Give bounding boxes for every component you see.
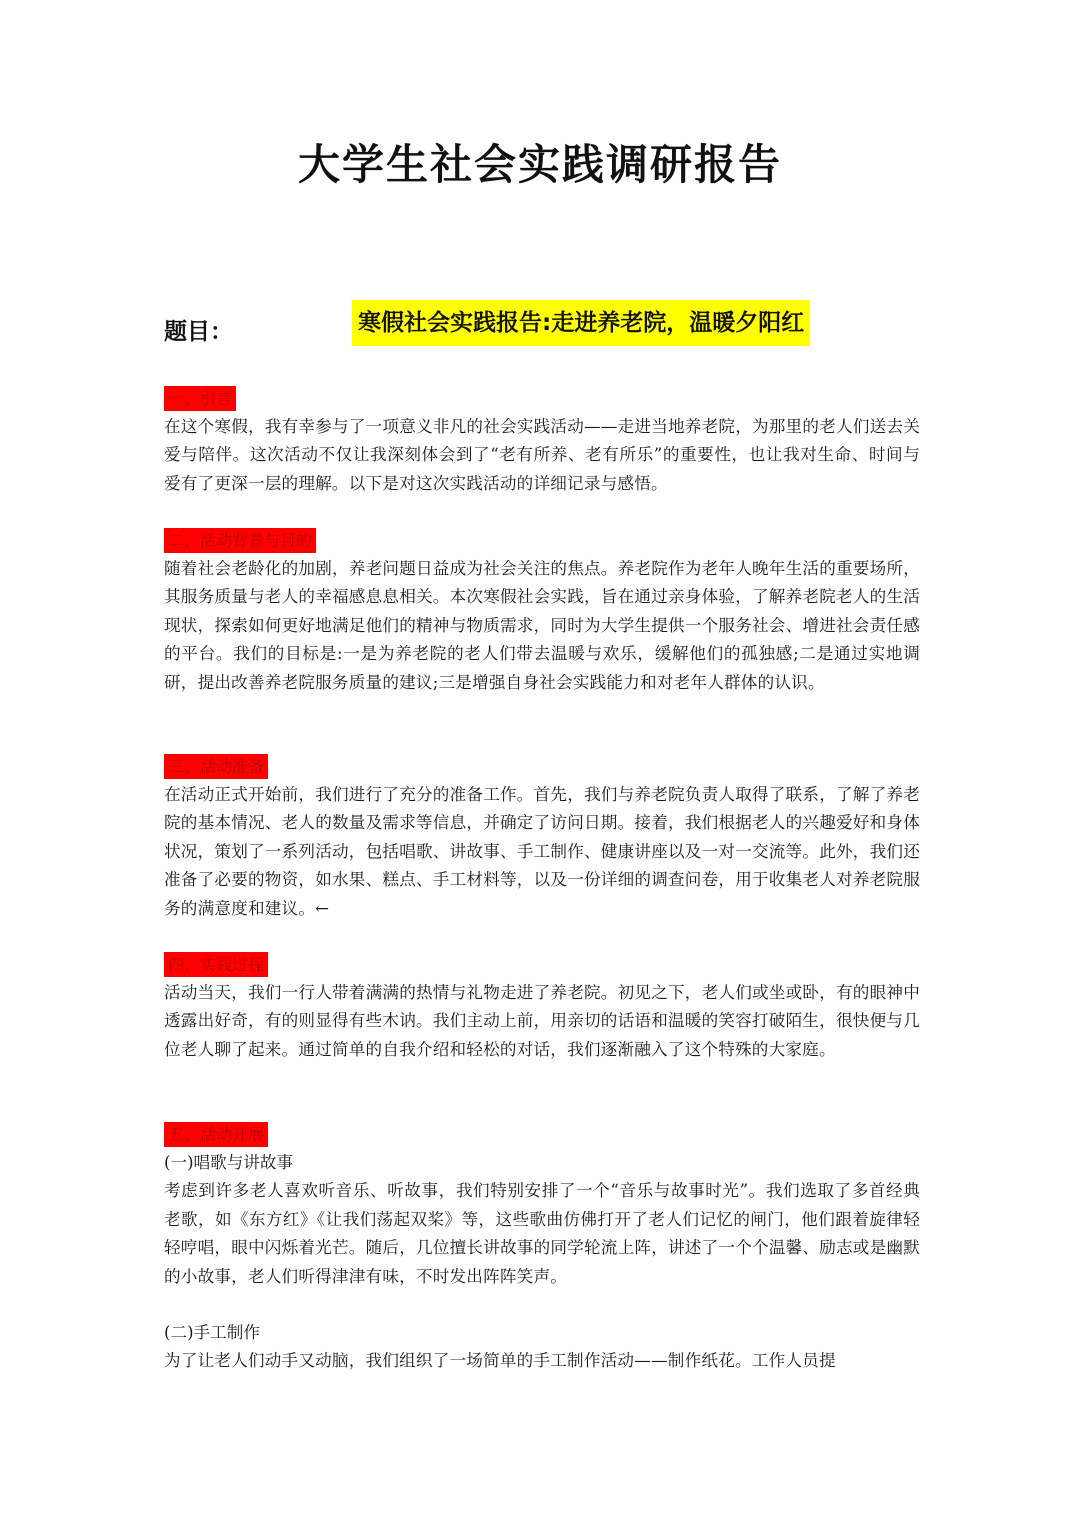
section-heading: 五、活动开展 xyxy=(164,1122,268,1147)
section-introduction xyxy=(164,386,920,498)
section-heading: 二、活动背景与目的 xyxy=(164,528,316,553)
section-heading: 三、活动准备 xyxy=(164,754,268,779)
topic-value: 寒假社会实践报告:走进养老院，温暖夕阳红 xyxy=(352,300,810,346)
section-paragraph: 在活动正式开始前，我们进行了充分的准备工作。首先，我们与养老院负责人取得了联系，了解了养老院的基本情况、老人的数量及需求等信息，并确定了访问日期。接着，我们根据老人的兴趣爱好和身体状况，策划了一系列活动，包括唱歌、讲故事、手工制作、健康讲座以及一对一交流等。此外，我们还准备了必要的物资，如水果、糕点、手工材料等，以及一份详细的调查问卷，用于收集老人对养老院服务的满意度和建议。← xyxy=(164,785,920,918)
section-activities xyxy=(164,1122,920,1376)
section-background xyxy=(164,528,920,697)
section-heading: 一、引言 xyxy=(164,386,236,411)
section-heading: 四、实践过程 xyxy=(164,952,268,977)
section-paragraph: 随着社会老龄化的加剧，养老问题日益成为社会关注的焦点。养老院作为老年人晚年生活的重要场所，其服务质量与老人的幸福感息息相关。本次寒假社会实践，旨在通过亲身体验，了解养老院老人的生活现状，探索如何更好地满足他们的精神与物质需求，同时为大学生提供一个服务社会、增进社会责任感的平台。我们的目标是:一是为养老院的老人们带去温暖与欢乐，缓解他们的孤独感;二是通过实地调研，提出改善养老院服务质量的建议;三是增强自身社会实践能力和对老年人群体的认识。 xyxy=(164,559,920,692)
subsection-paragraph: 为了让老人们动手又动脑，我们组织了一场简单的手工制作活动——制作纸花。工作人员提 xyxy=(164,1351,836,1371)
section-process xyxy=(164,952,920,1064)
document-title: 大学生社会实践调研报告 xyxy=(297,140,782,189)
subsection-title: (二)手工制作 xyxy=(164,1323,260,1343)
topic-label: 题目： xyxy=(164,319,233,345)
subsection-title: (一)唱歌与讲故事 xyxy=(164,1153,294,1172)
subsection-paragraph: 考虑到许多老人喜欢听音乐、听故事，我们特别安排了一个“音乐与故事时光”。我们选取了多首经典老歌，如《东方红》《让我们荡起双桨》等，这些歌曲仿佛打开了老人们记忆的闸门，他们跟着旋律轻轻哼唱，眼中闪烁着光芒。随后，几位擅长讲故事的同学轮流上阵，讲述了一个个温馨、励志或是幽默的小故事，老人们听得津津有味，不时发出阵阵笑声。 xyxy=(164,1181,920,1286)
section-preparation xyxy=(164,754,920,923)
section-paragraph: 在这个寒假，我有幸参与了一项意义非凡的社会实践活动——走进当地养老院，为那里的老人们送去关爱与陪伴。这次活动不仅让我深刻体会到了“老有所养、老有所乐”的重要性，也让我对生命、时间与爱有了更深一层的理解。以下是对这次实践活动的详细记录与感悟。 xyxy=(164,417,920,493)
section-paragraph: 活动当天，我们一行人带着满满的热情与礼物走进了养老院。初见之下，老人们或坐或卧，有的眼神中透露出好奇，有的则显得有些木讷。我们主动上前，用亲切的话语和温暖的笑容打破陌生，很快便与几位老人聊了起来。通过简单的自我介绍和轻松的对话，我们逐渐融入了这个特殊的大家庭。 xyxy=(164,983,920,1059)
